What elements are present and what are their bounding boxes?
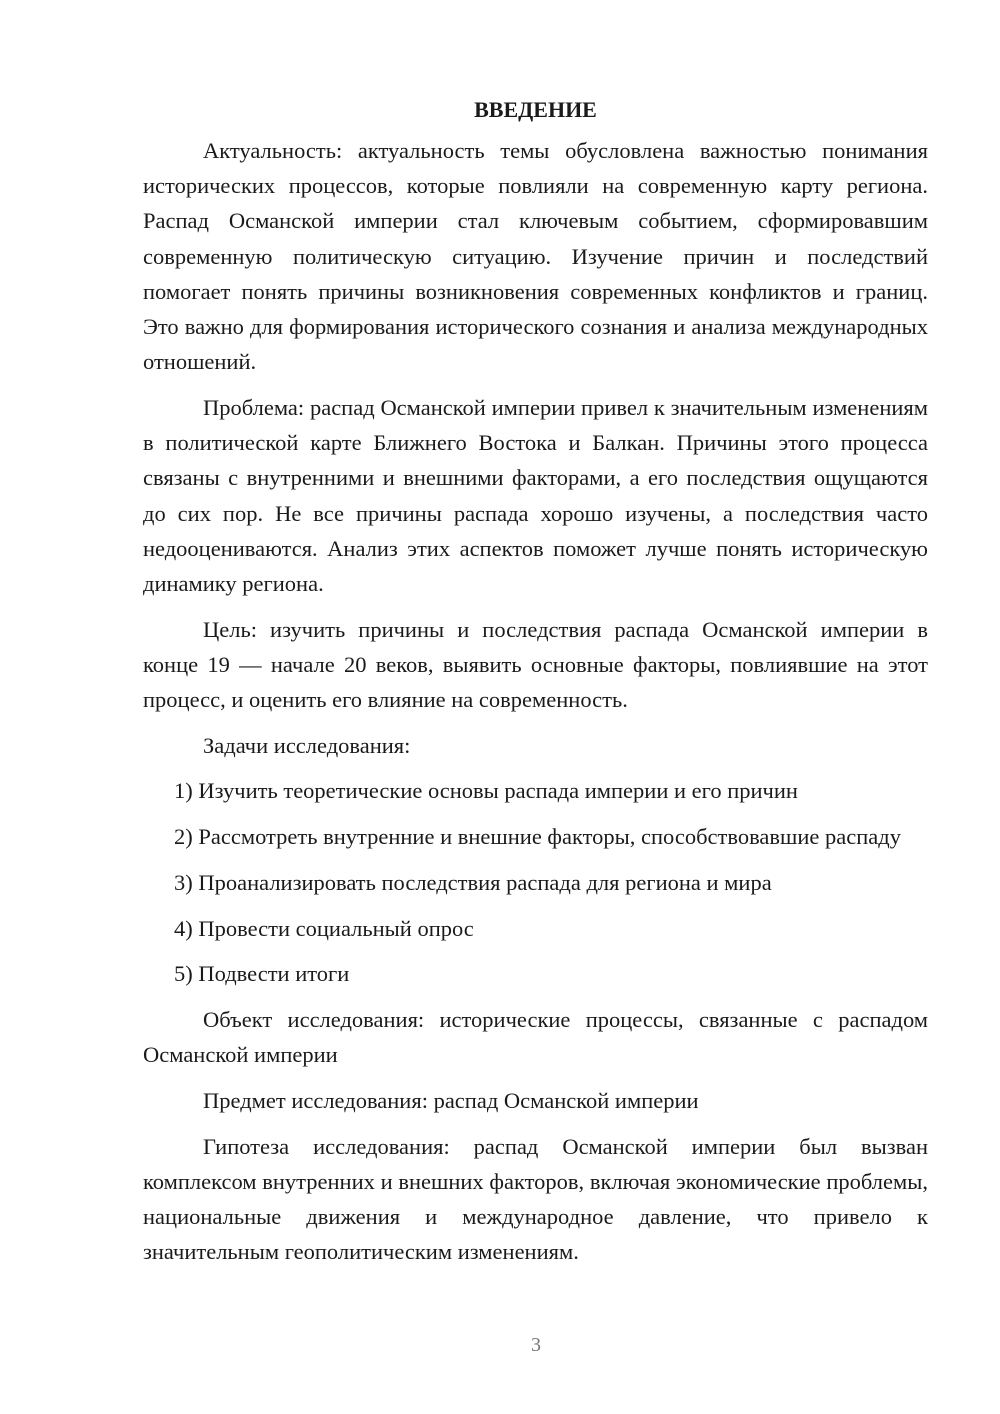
paragraph-object: Объект исследования: исторические процессы, связанные с распадом Османской империи (143, 1006, 928, 1068)
paragraph-relevance: Актуальность: актуальность темы обусловлена важностью понимания исторических процессов, которые повлияли на современную карту региона. Распад Османской империи стал ключевым событием, сформировавшим современную политическую ситуацию. Изучение причин и последствий помогает понять причины возникновения современных конфликтов и границ. Это важно для формирования исторического сознания и анализа международных отношений. (143, 138, 928, 375)
task-item-2: 2) Рассмотреть внутренние и внешние факторы, способствовавшие распаду (174, 824, 901, 850)
page-number: 3 (531, 1334, 541, 1356)
tasks-intro: Задачи исследования: (203, 732, 411, 758)
task-item-4: 4) Провести социальный опрос (174, 915, 474, 941)
task-item-3: 3) Проанализировать последствия распада для региона и мира (174, 869, 772, 895)
paragraph-subject: Предмет исследования: распад Османской империи (203, 1087, 699, 1113)
task-item-1: 1) Изучить теоретические основы распада империи и его причин (174, 778, 798, 804)
document-page (143, 92, 928, 1280)
paragraph-hypothesis: Гипотеза исследования: распад Османской империи был вызван комплексом внутренних и внешних факторов, включая экономические проблемы, национальные движения и международное давление, что привело к значительным геополитическим изменениям. (143, 1133, 928, 1265)
section-heading: ВВЕДЕНИЕ (474, 97, 597, 122)
paragraph-problem: Проблема: распад Османской империи привел к значительным изменениям в политической карте Ближнего Востока и Балкан. Причины этого процесса связаны с внутренними и внешними факторами, а его последствия ощущаются до сих пор. Не все причины распада хорошо изучены, а последствия часто недооцениваются. Анализ этих аспектов поможет лучше понять историческую динамику региона. (143, 394, 928, 596)
paragraph-goal: Цель: изучить причины и последствия распада Османской империи в конце 19 — начале 20 веков, выявить основные факторы, повлиявшие на этот процесс, и оценить его влияние на современность. (143, 616, 928, 713)
task-item-5: 5) Подвести итоги (174, 961, 350, 987)
